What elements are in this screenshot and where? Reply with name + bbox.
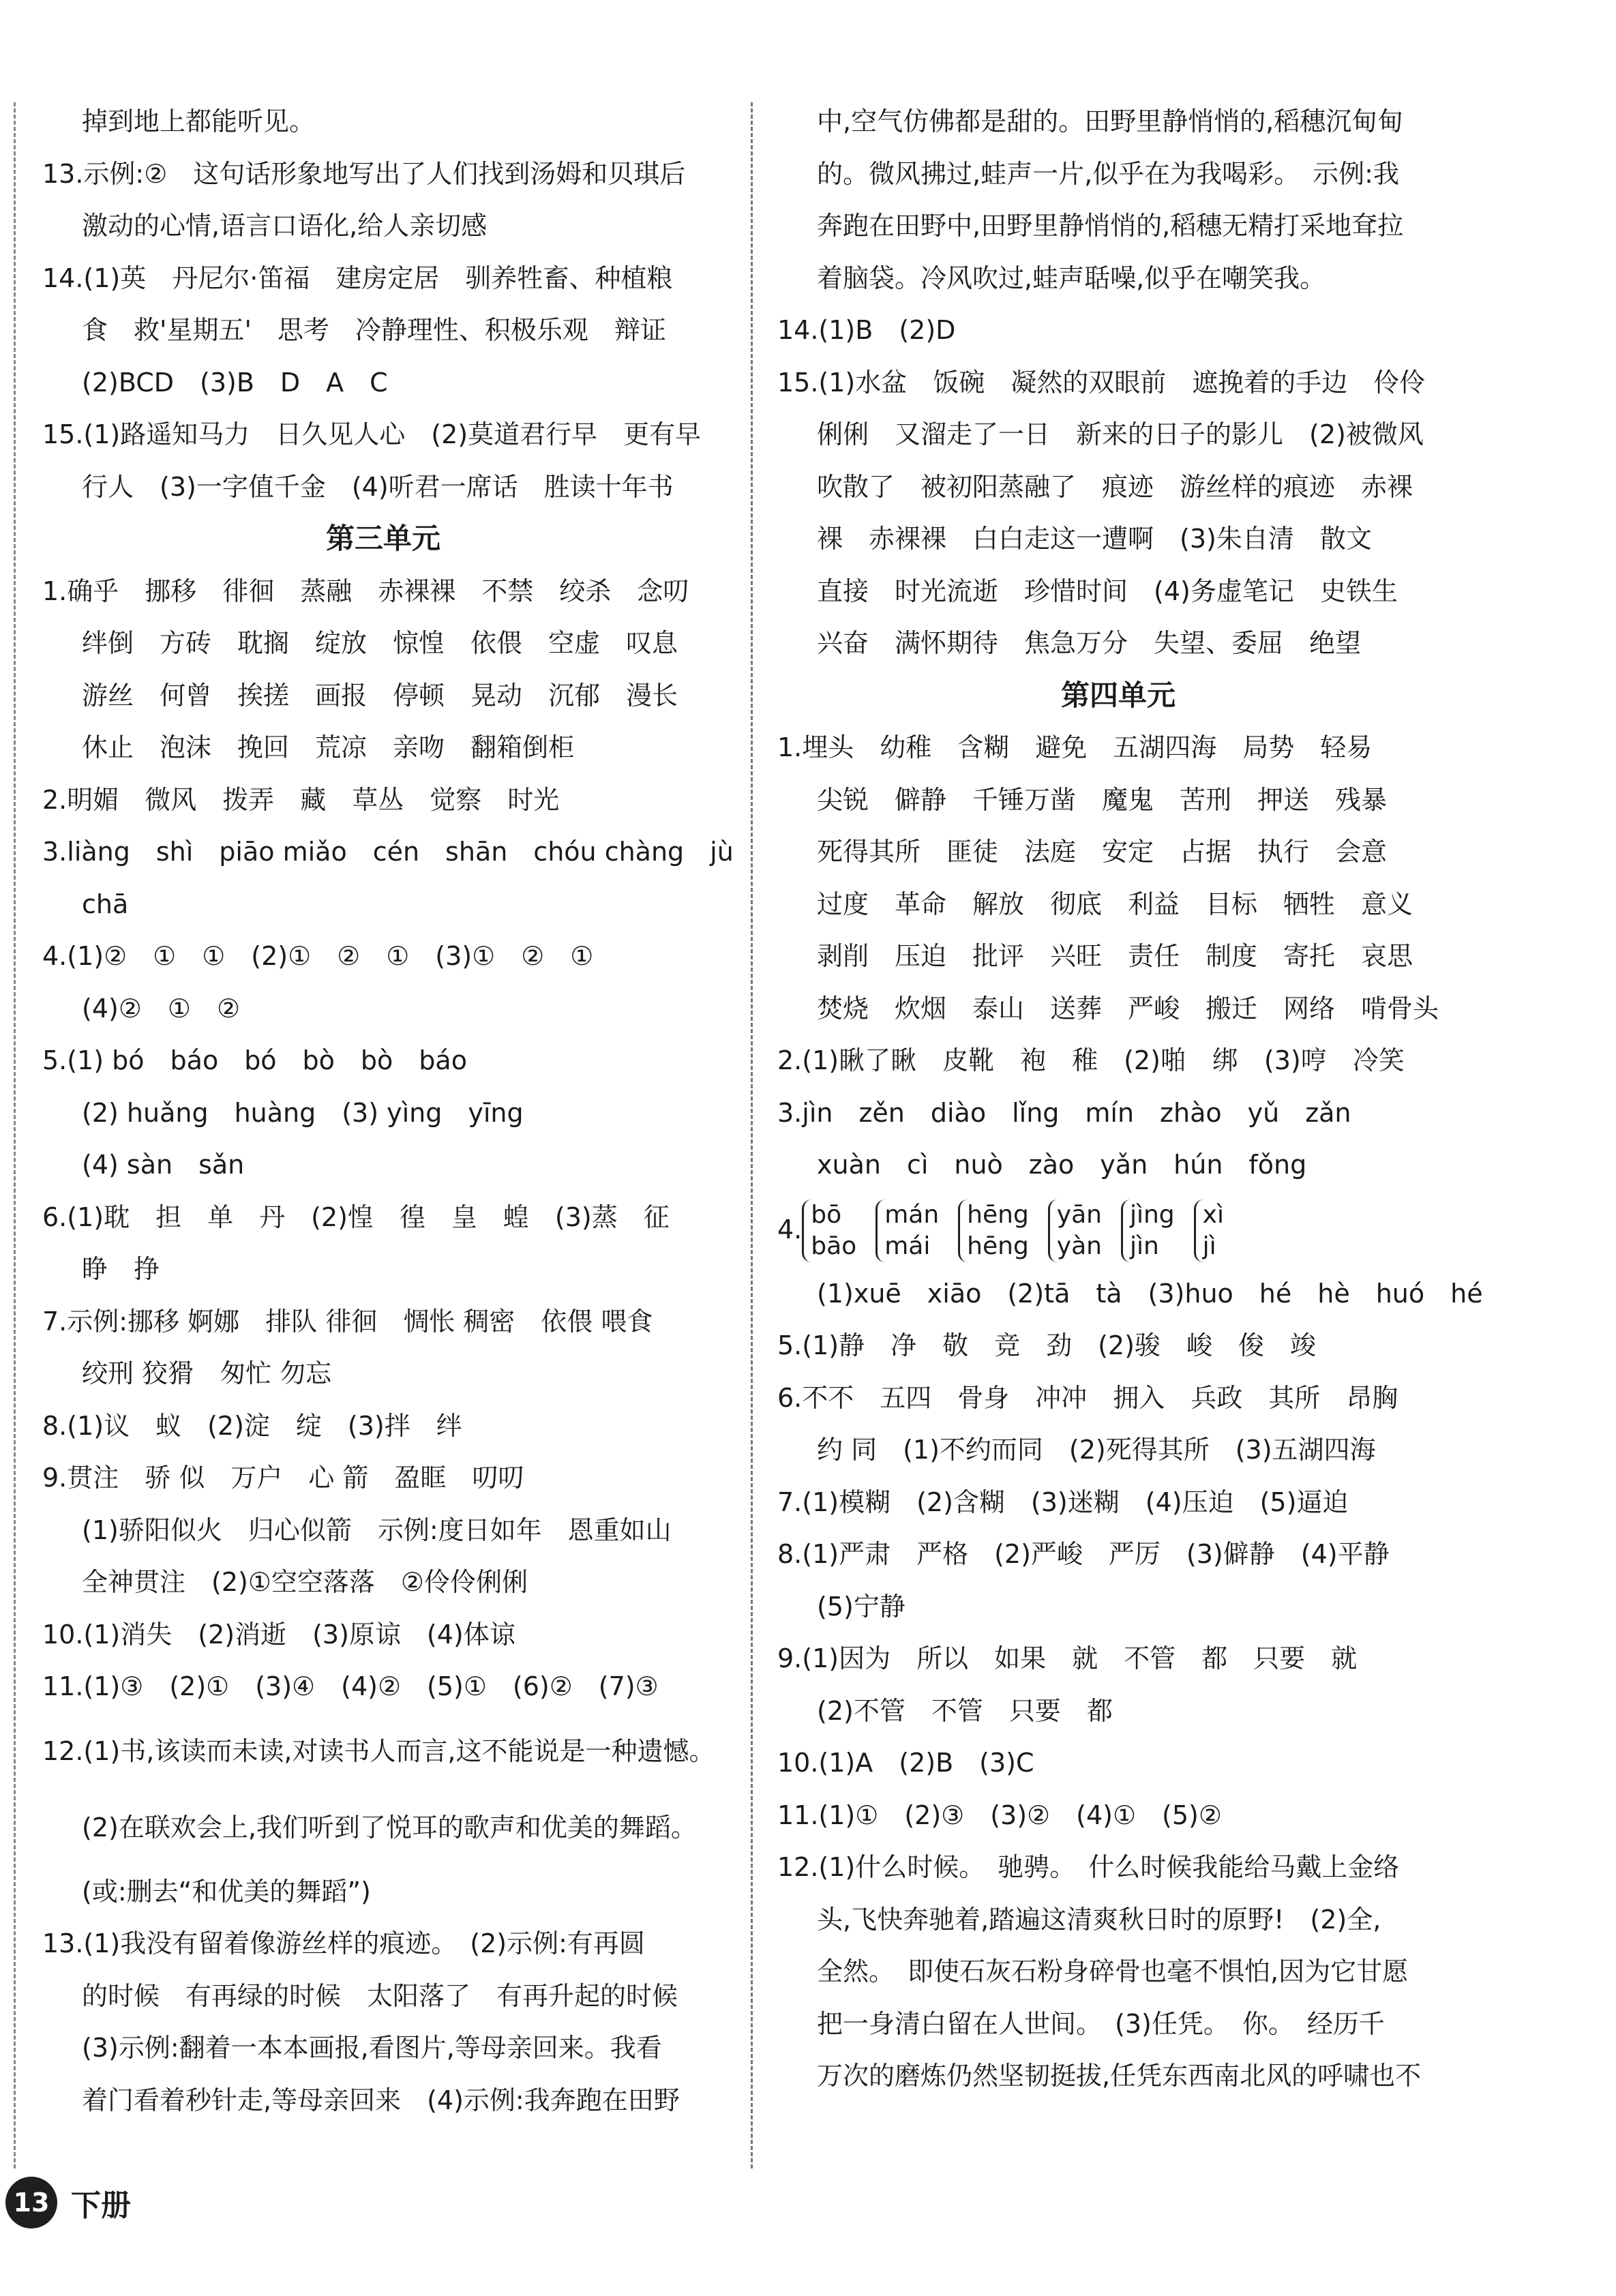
answer-line: 10.(1)消失 (2)消逝 (3)原谅 (4)体谅 <box>42 1619 515 1650</box>
answer-line: 激动的心情,语言口语化,给人亲切感 <box>82 211 488 241</box>
answer-line: 10.(1)A (2)B (3)C <box>777 1748 1034 1778</box>
pinyin-brace <box>1194 1199 1224 1262</box>
answer-line: (2)在联欢会上,我们听到了悦耳的歌声和优美的舞蹈。 <box>82 1812 697 1843</box>
pinyin-brace <box>802 1199 856 1262</box>
answer-line: 焚烧 炊烟 泰山 送葬 严峻 搬迁 网络 啃骨头 <box>817 993 1439 1024</box>
answer-line: 12.(1)什么时候。 驰骋。 什么时候我能给马戴上金络 <box>777 1852 1400 1882</box>
answer-line: 13.示例:② 这句话形象地写出了人们找到汤姆和贝琪后 <box>42 158 686 189</box>
answer-line: (1)xuē xiāo (2)tā tà (3)huo hé hè huó hé <box>817 1278 1483 1309</box>
answer-line: 过度 革命 解放 彻底 利益 目标 牺牲 意义 <box>817 889 1413 919</box>
pinyin-option: jìn <box>1129 1232 1159 1260</box>
answer-line: 的时候 有再绿的时候 太阳落了 有再升起的时候 <box>82 1980 678 2011</box>
answer-line: 的。微风拂过,蛙声一片,似乎在为我喝彩。 示例:我 <box>817 158 1399 189</box>
answer-line: 1.确乎 挪移 徘徊 蒸融 赤裸裸 不禁 绞杀 念叨 <box>42 576 689 606</box>
answer-line: 6.不不 五四 骨身 冲冲 拥入 兵政 其所 昂胸 <box>777 1382 1398 1413</box>
answer-line: 兴奋 满怀期待 焦急万分 失望、委屈 绝望 <box>817 628 1362 658</box>
answer-line: 死得其所 匪徒 法庭 安定 占据 执行 会意 <box>817 837 1388 867</box>
left-column <box>42 95 734 2126</box>
answer-line: xuàn cì nuò zào yǎn hún fǒng <box>817 1150 1307 1180</box>
section-heading: 第四单元 <box>1060 678 1176 712</box>
answer-line: 休止 泡沫 挽回 荒凉 亲吻 翻箱倒柜 <box>82 732 575 762</box>
answer-line: 中,空气仿佛都是甜的。田野里静悄悄的,稻穗沉甸甸 <box>817 106 1404 136</box>
page-number: 13 <box>5 2177 57 2228</box>
answer-line: 14.(1)B (2)D <box>777 315 956 345</box>
answer-line: 15.(1)水盆 饭碗 凝然的双眼前 遮挽着的手边 伶伶 <box>777 367 1426 398</box>
answer-line: 游丝 何曾 挨搓 画报 停顿 晃动 沉郁 漫长 <box>82 680 678 711</box>
left-edge-divider <box>14 102 16 2168</box>
answer-line: 睁 挣 <box>82 1254 160 1284</box>
answer-line: (2) huǎng huàng (3) yìng yīng <box>82 1097 524 1128</box>
pinyin-option: hēng <box>967 1201 1029 1229</box>
answer-line: 绞刑 狡猾 匆忙 勿忘 <box>82 1358 332 1388</box>
answer-line: 2.明媚 微风 拨弄 藏 草丛 觉察 时光 <box>42 784 560 815</box>
answer-line: 着门看着秒针走,等母亲回来 (4)示例:我奔跑在田野 <box>82 2085 680 2115</box>
answer-line: 食 救'星期五' 思考 冷静理性、积极乐观 辩证 <box>82 315 666 345</box>
answer-line: chā <box>82 889 129 919</box>
answer-line: 8.(1)议 蚁 (2)淀 绽 (3)拌 绊 <box>42 1410 462 1441</box>
volume-label: 下册 <box>71 2188 131 2223</box>
answer-line: 13.(1)我没有留着像游丝样的痕迹。 (2)示例:有再圆 <box>42 1928 645 1958</box>
pinyin-brace <box>1121 1199 1175 1262</box>
answer-line <box>777 1191 1459 1268</box>
pinyin-option: yàn <box>1056 1232 1102 1260</box>
answer-label: 4. <box>777 1214 803 1244</box>
pinyin-brace <box>958 1199 1029 1262</box>
answer-line: 奔跑在田野中,田野里静悄悄的,稻穗无精打采地耷拉 <box>817 211 1404 241</box>
pinyin-option: mán <box>884 1201 940 1229</box>
answer-line: 14.(1)英 丹尼尔·笛福 建房定居 驯养牲畜、种植粮 <box>42 263 673 293</box>
pinyin-option: jìng <box>1129 1201 1175 1229</box>
pinyin-option: mái <box>884 1232 931 1260</box>
answer-line: 全然。 即使石灰石粉身碎骨也毫不惧怕,因为它甘愿 <box>817 1956 1409 1986</box>
answer-line: 绊倒 方砖 耽搁 绽放 惊惶 依偎 空虚 叹息 <box>82 628 678 658</box>
answer-line: (3)示例:翻着一本本画报,看图片,等母亲回来。我看 <box>82 2033 662 2063</box>
answer-line: 俐俐 又溜走了一日 新来的日子的影儿 (2)被微风 <box>817 419 1424 449</box>
pinyin-option: yān <box>1056 1201 1102 1229</box>
answer-line: (2)BCD (3)B D A C <box>82 367 388 398</box>
answer-line: (2)不管 不管 只要 都 <box>817 1695 1113 1726</box>
pinyin-option: xì <box>1202 1201 1224 1229</box>
answer-line: 5.(1)静 净 敬 竞 劲 (2)骏 峻 俊 竣 <box>777 1330 1316 1360</box>
answer-line: 尖锐 僻静 千锤万凿 魔鬼 苦刑 押送 残暴 <box>817 784 1388 815</box>
answer-line: (4)② ① ② <box>82 993 241 1024</box>
pinyin-option: jì <box>1202 1232 1216 1260</box>
answer-line: 吹散了 被初阳蒸融了 痕迹 游丝样的痕迹 赤裸 <box>817 471 1413 502</box>
answer-line: (1)骄阳似火 归心似箭 示例:度日如年 恩重如山 <box>82 1515 672 1545</box>
answer-line: 11.(1)① (2)③ (3)② (4)① (5)② <box>777 1800 1222 1830</box>
answer-line: 把一身清白留在人世间。 (3)任凭。 你。 经历千 <box>817 2008 1385 2039</box>
answer-line: 5.(1) bó báo bó bò bò báo <box>42 1045 467 1075</box>
answer-line: 6.(1)耽 担 单 丹 (2)惶 徨 皇 蝗 (3)蒸 征 <box>42 1202 670 1232</box>
answer-line: 直接 时光流逝 珍惜时间 (4)务虚笔记 史铁生 <box>817 576 1398 606</box>
answer-line: 头,飞快奔驰着,踏遍这清爽秋日时的原野! (2)全, <box>817 1904 1381 1935</box>
answer-line: 12.(1)书,该读而未读,对读书人而言,这不能说是一种遗憾。 <box>42 1735 715 1766</box>
answer-line: 4.(1)② ① ① (2)① ② ① (3)① ② ① <box>42 941 594 971</box>
answer-line: 约 同 (1)不约而同 (2)死得其所 (3)五湖四海 <box>817 1435 1376 1465</box>
answer-line: 1.埋头 幼稚 含糊 避免 五湖四海 局势 轻易 <box>777 732 1373 762</box>
answer-line: 着脑袋。冷风吹过,蛙声聒噪,似乎在嘲笑我。 <box>817 263 1326 293</box>
column-divider <box>751 102 753 2168</box>
answer-line: (或:删去“和优美的舞蹈”) <box>82 1876 371 1907</box>
pinyin-brace <box>1048 1199 1102 1262</box>
answer-line: 行人 (3)一字值千金 (4)听君一席话 胜读十年书 <box>82 471 674 502</box>
answer-line: 剥削 压迫 批评 兴旺 责任 制度 寄托 哀思 <box>817 941 1413 971</box>
pinyin-option: bō <box>811 1201 842 1229</box>
answer-line: (5)宁静 <box>817 1591 906 1622</box>
right-column <box>777 95 1483 2102</box>
pinyin-brace <box>876 1199 939 1262</box>
answer-line: 7.示例:挪移 婀娜 排队 徘徊 惆怅 稠密 依偎 喂食 <box>42 1306 653 1337</box>
page-footer <box>5 2177 131 2228</box>
answer-line: (4) sàn sǎn <box>82 1150 245 1180</box>
answer-line: 9.贯注 骄 似 万户 心 箭 盈眶 叨叨 <box>42 1463 524 1493</box>
answer-line: 裸 赤裸裸 白白走这一遭啊 (3)朱自清 散文 <box>817 524 1372 554</box>
pinyin-option: hēng <box>967 1232 1029 1260</box>
answer-line: 2.(1)瞅了瞅 皮靴 袍 稚 (2)啪 绑 (3)哼 冷笑 <box>777 1045 1405 1075</box>
answer-line: 掉到地上都能听见。 <box>82 106 316 136</box>
answer-line: 8.(1)严肃 严格 (2)严峻 严厉 (3)僻静 (4)平静 <box>777 1539 1390 1569</box>
pinyin-option: bāo <box>811 1232 857 1260</box>
answer-line: 11.(1)③ (2)① (3)④ (4)② (5)① (6)② (7)③ <box>42 1671 659 1701</box>
answer-line: 3.jìn zěn diào lǐng mín zhào yǔ zǎn <box>777 1097 1351 1128</box>
answer-line: 全神贯注 (2)①空空落落 ②伶伶俐俐 <box>82 1567 528 1597</box>
answer-line: 15.(1)路遥知马力 日久见人心 (2)莫道君行早 更有早 <box>42 419 702 449</box>
section-heading: 第三单元 <box>325 522 440 555</box>
answer-line: 9.(1)因为 所以 如果 就 不管 都 只要 就 <box>777 1643 1358 1673</box>
answer-line: 7.(1)模糊 (2)含糊 (3)迷糊 (4)压迫 (5)逼迫 <box>777 1487 1349 1517</box>
answer-line: 3.liàng shì piāo miǎo cén shān chóu chàng jù <box>42 837 734 867</box>
answer-line: 万次的磨炼仍然坚韧挺拔,任凭东西南北风的呼啸也不 <box>817 2061 1422 2091</box>
